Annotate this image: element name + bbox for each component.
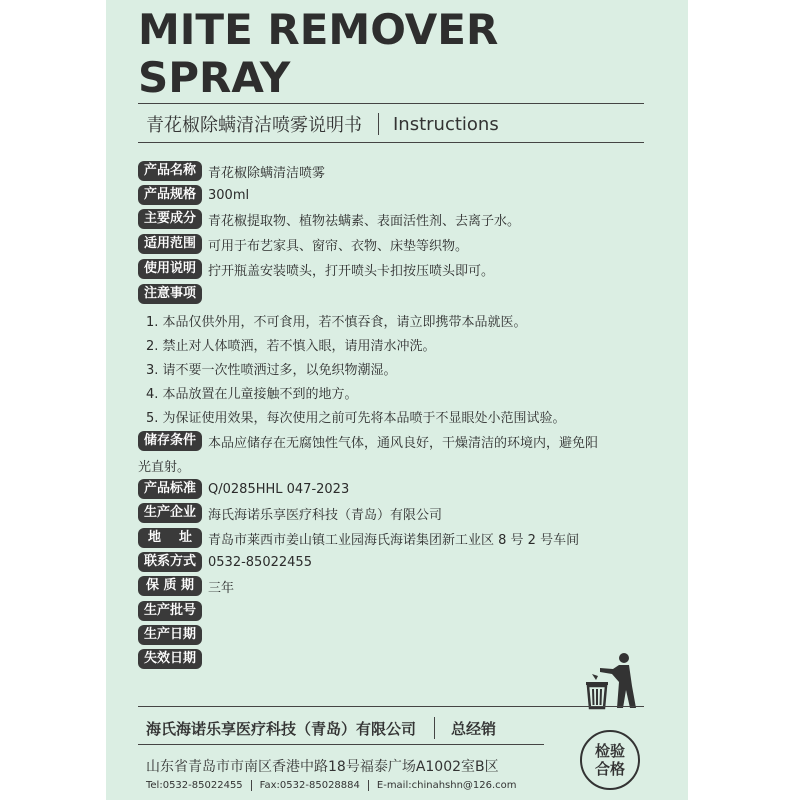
field-value: 青岛市莱西市姜山镇工业园海氏海诺集团新工业区 8 号 2 号车间 — [208, 532, 580, 548]
field-label: 产品名称 — [138, 161, 202, 181]
email: E-mail:chinahshn@126.com — [376, 780, 517, 791]
fax: Fax:0532-85028884 — [259, 780, 360, 791]
separator — [368, 780, 369, 791]
subtitle-cn: 青花椒除螨清洁喷雾说明书 — [146, 115, 362, 136]
field-usage — [138, 259, 494, 279]
note-item: 1. 本品仅供外用，不可食用，若不慎吞食，请立即携带本品就医。 — [146, 315, 527, 330]
notes-header — [138, 284, 208, 304]
note-item: 3. 请不要一次性喷洒过多，以免织物潮湿。 — [146, 363, 397, 378]
field-label: 生产日期 — [138, 625, 202, 645]
field-address — [138, 528, 579, 548]
divider — [138, 103, 644, 104]
note-item: 4. 本品放置在儿童接触不到的地方。 — [146, 387, 358, 402]
title-line-2: SPRAY — [138, 53, 291, 102]
field-value: 可用于布艺家具、窗帘、衣物、床垫等织物。 — [208, 238, 469, 254]
contact-info — [146, 780, 517, 791]
field-label: 失效日期 — [138, 649, 202, 669]
field-spec — [138, 185, 249, 205]
inspection-stamp — [580, 730, 640, 790]
product-title — [138, 6, 498, 102]
field-batch — [138, 601, 208, 621]
field-value: 青花椒除螨清洁喷雾 — [208, 165, 326, 181]
separator — [251, 780, 252, 791]
field-label: 产品标准 — [138, 479, 202, 499]
subtitle-en: Instructions — [393, 113, 499, 135]
company-address: 山东省青岛市市南区香港中路18号福泰广场A1002室B区 — [146, 759, 499, 775]
note-item: 2. 禁止对人体喷洒，若不慎入眼，请用清水冲洗。 — [146, 339, 436, 354]
field-production-date — [138, 625, 208, 645]
stamp-line-2: 合格 — [594, 760, 625, 778]
field-manufacturer — [138, 503, 442, 523]
separator — [434, 717, 435, 739]
field-storage — [138, 431, 598, 451]
field-label: 适用范围 — [138, 234, 202, 254]
field-scope — [138, 234, 468, 254]
divider — [138, 142, 644, 143]
field-label: 生产批号 — [138, 601, 202, 621]
field-label: 主要成分 — [138, 209, 202, 229]
field-value: 三年 — [208, 580, 235, 596]
field-label: 储存条件 — [138, 431, 202, 451]
field-label: 保 质 期 — [138, 576, 202, 596]
field-value: 本品应储存在无腐蚀性气体，通风良好，干燥清洁的环境内，避免阳 — [208, 435, 599, 451]
company-name: 海氏海诺乐享医疗科技（青岛）有限公司 — [146, 719, 417, 738]
field-value: 拧开瓶盖安装喷头，打开喷头卡扣按压喷头即可。 — [208, 263, 495, 279]
distributor-label: 总经销 — [451, 719, 497, 738]
note-item: 5. 为保证使用效果，每次使用之前可先将本品喷于不显眼处小范围试验。 — [146, 411, 566, 426]
field-contact — [138, 552, 312, 572]
field-value: 300ml — [208, 187, 250, 203]
stamp-line-1: 检验 — [594, 742, 625, 760]
separator — [378, 113, 379, 135]
divider — [138, 744, 544, 745]
field-ingredients — [138, 209, 520, 229]
footer-company-row — [146, 714, 496, 742]
field-value: 0532-85022455 — [208, 554, 312, 570]
field-shelf-life — [138, 576, 234, 596]
subtitle — [146, 110, 499, 138]
field-value: 青花椒提取物、植物祛螨素、表面活性剂、去离子水。 — [208, 213, 521, 229]
title-line-1: MITE REMOVER — [138, 5, 499, 54]
divider — [138, 706, 644, 707]
tidy-man-trash-icon — [582, 652, 638, 712]
field-label: 使用说明 — [138, 259, 202, 279]
field-standard — [138, 479, 349, 499]
field-label: 生产企业 — [138, 503, 202, 523]
field-label: 地 址 — [138, 528, 202, 548]
field-value: Q/0285HHL 047-2023 — [208, 481, 350, 497]
field-expiry-date — [138, 649, 208, 669]
notes-label: 注意事项 — [138, 284, 202, 304]
field-label: 产品规格 — [138, 185, 202, 205]
field-product-name — [138, 161, 325, 181]
field-value: 海氏海诺乐享医疗科技（青岛）有限公司 — [208, 507, 443, 523]
field-value-continued: 光直射。 — [138, 460, 191, 475]
field-label: 联系方式 — [138, 552, 202, 572]
tel: Tel:0532-85022455 — [146, 780, 243, 791]
